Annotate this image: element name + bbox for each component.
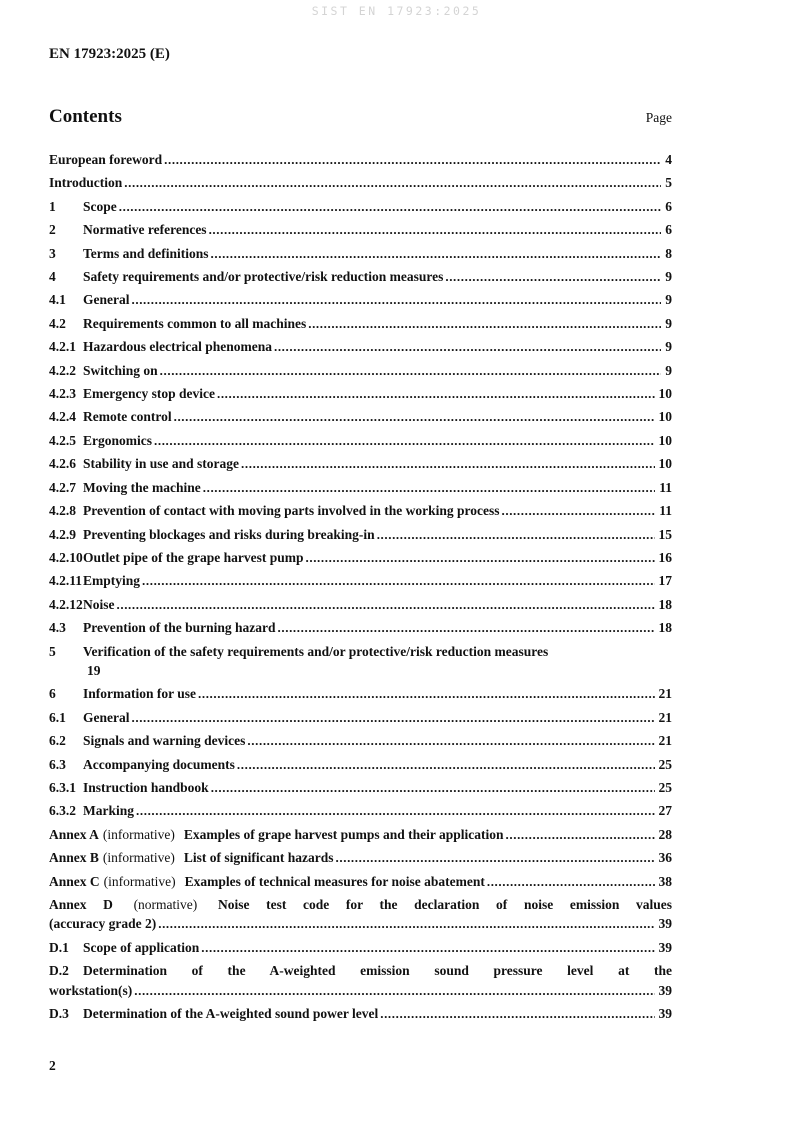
toc-entry [49, 938, 672, 957]
toc-entry-page: 8 [665, 245, 672, 261]
toc-entry-page: 28 [658, 826, 672, 842]
dot-leader [152, 431, 655, 450]
toc-entry-number: 4 [49, 269, 56, 285]
footer-page-number: 2 [49, 1058, 56, 1073]
dot-leader [132, 981, 654, 1000]
dot-leader [443, 267, 661, 286]
dot-leader [201, 478, 655, 497]
toc-entry [49, 173, 672, 192]
toc-entry-title: Scope of application [83, 939, 200, 955]
toc-entry-number: 4.2.8 [49, 503, 76, 519]
toc-entry-title: Scope [83, 198, 117, 214]
toc-entry-title: Normative references [83, 222, 207, 238]
toc-entry-page: 21 [658, 709, 672, 725]
toc-entry-page: 16 [658, 549, 672, 565]
toc-entry-number: 6.2 [49, 733, 66, 749]
toc-list [49, 150, 672, 1027]
toc-entry-page: 11 [659, 479, 672, 495]
toc-entry-title: Prevention of contact with moving parts involved in the working process [83, 503, 500, 519]
toc-entry-title: Safety requirements and/or protective/risk reduction measures [83, 269, 444, 285]
toc-entry-title: Preventing blockages and risks during breaking-in [83, 526, 375, 542]
toc-annex-kind: (normative) [133, 897, 198, 912]
toc-entry-number: 4.3 [49, 620, 66, 636]
toc-entry-number: 4.2 [49, 315, 66, 331]
toc-entry [49, 478, 672, 497]
toc-entry [49, 755, 672, 774]
toc-entry-number: 3 [49, 245, 56, 261]
toc-entry-title: Information for use [83, 686, 196, 702]
toc-entry-title: Terms and definitions [83, 245, 209, 261]
dot-leader [117, 197, 662, 216]
toc-entry-line1 [49, 642, 672, 661]
toc-entry-number: 4.2.1 [49, 339, 76, 355]
dot-leader [130, 290, 662, 309]
toc-annex-label: Annex B [49, 850, 99, 866]
toc-entry-title: Switching on [83, 362, 158, 378]
toc-entry-number: 4.2.3 [49, 386, 76, 402]
toc-entry-number: 4.2.12 [49, 596, 83, 612]
toc-entry-number: 4.2.2 [49, 362, 76, 378]
page-column-label: Page [645, 110, 672, 125]
toc-entry [49, 314, 672, 333]
dot-leader [207, 220, 662, 239]
toc-entry-page: 38 [658, 873, 672, 889]
dot-leader [122, 173, 661, 192]
dot-leader [276, 618, 655, 637]
contents-header [49, 106, 672, 128]
toc-entry-number: 6.3.1 [49, 779, 76, 795]
dot-leader [504, 825, 655, 844]
toc-entry-page: 21 [658, 733, 672, 749]
dot-leader [485, 872, 655, 891]
dot-leader [156, 914, 654, 933]
dot-leader [209, 244, 662, 263]
toc-entry-title: Accompanying documents [83, 756, 235, 772]
toc-entry-number: 6.1 [49, 709, 66, 725]
toc-entry-title: List of significant hazards [183, 850, 334, 866]
toc-entry [49, 684, 672, 703]
dot-leader [272, 337, 661, 356]
toc-entry-page: 39 [658, 939, 672, 955]
toc-entry [49, 848, 672, 867]
toc-entry-title: Noise [83, 596, 115, 612]
toc-entry-title: Introduction [49, 175, 123, 191]
toc-entry-title: Verification of the safety requirements and/or protective/risk reduction measures [83, 643, 549, 659]
toc-entry-number: 4.2.11 [49, 573, 83, 589]
toc-entry [49, 290, 672, 309]
toc-annex-kind: (informative) [103, 873, 176, 889]
dot-leader [134, 801, 654, 820]
dot-leader [304, 548, 655, 567]
dot-leader [115, 595, 655, 614]
toc-entry-page: 36 [658, 850, 672, 866]
toc-entry-number: D.2 [49, 963, 69, 979]
toc-entry-page: 39 [658, 916, 672, 932]
toc-entry-title-cont: (accuracy grade 2) [49, 916, 157, 932]
toc-entry [49, 571, 672, 590]
toc-entry-page: 25 [658, 756, 672, 772]
toc-entry-title: Determination of the A-weighted emission sound pressure level at the [83, 963, 672, 979]
toc-entry-title: Noise test code for the declaration of noise emission values [217, 897, 673, 912]
dot-leader [334, 848, 655, 867]
toc-entry [49, 595, 672, 614]
toc-entry [49, 407, 672, 426]
contents-title: Contents [49, 106, 122, 127]
toc-entry-page: 4 [665, 152, 672, 167]
toc-entry-page: 9 [665, 315, 672, 331]
dot-leader [306, 314, 661, 333]
toc-entry-title: Examples of technical measures for noise abatement [184, 873, 485, 889]
dot-leader [158, 361, 662, 380]
toc-entry-page: 6 [665, 198, 672, 214]
dot-leader [130, 708, 655, 727]
toc-entry-title: Outlet pipe of the grape harvest pump [83, 549, 304, 565]
toc-entry-page: 9 [665, 339, 672, 355]
toc-entry-page: 39 [658, 1006, 672, 1022]
toc-entry [49, 337, 672, 356]
toc-entry-line2 [49, 914, 672, 933]
toc-entry-number: 6.3 [49, 756, 66, 772]
toc-entry-title: Prevention of the burning hazard [83, 620, 276, 636]
toc-entry [49, 895, 672, 934]
toc-entry-line2 [49, 981, 672, 1000]
toc-entry-number: 6 [49, 686, 56, 702]
dot-leader [375, 525, 655, 544]
toc-entry-page: 18 [658, 596, 672, 612]
toc-annex-label: Annex D [49, 897, 113, 912]
toc-entry-page: 9 [665, 362, 672, 378]
toc-entry [49, 431, 672, 450]
toc-entry-title: Moving the machine [83, 479, 201, 495]
toc-entry-page: 10 [658, 456, 672, 472]
toc-entry-title: Hazardous electrical phenomena [83, 339, 272, 355]
toc-entry-line1 [49, 961, 672, 980]
toc-entry-page: 5 [665, 175, 672, 191]
dot-leader [215, 384, 655, 403]
toc-entry-title: Emergency stop device [83, 386, 215, 402]
toc-entry-number: 1 [49, 198, 56, 214]
toc-entry-page: 18 [658, 620, 672, 636]
toc-entry-number: 5 [49, 643, 56, 659]
toc-entry-title: Signals and warning devices [83, 733, 246, 749]
toc-entry [49, 501, 672, 520]
toc-entry [49, 801, 672, 820]
toc-entry-number: 4.2.4 [49, 409, 76, 425]
dot-leader [378, 1004, 654, 1023]
toc-entry [49, 618, 672, 637]
toc-entry-number: D.3 [49, 1006, 69, 1022]
dot-leader [140, 571, 654, 590]
dot-leader [162, 150, 661, 169]
toc-entry [49, 220, 672, 239]
toc-entry [49, 731, 672, 750]
toc-entry-page: 10 [658, 432, 672, 448]
toc-entry-title: Examples of grape harvest pumps and their application [183, 826, 504, 842]
dot-leader [199, 938, 654, 957]
toc-entry [49, 150, 672, 169]
toc-entry-number: 4.2.7 [49, 479, 76, 495]
toc-entry [49, 267, 672, 286]
toc-entry-page: 25 [658, 779, 672, 795]
toc-entry-number: 2 [49, 222, 56, 238]
toc-entry-page: 15 [658, 526, 672, 542]
toc-entry-page: 10 [658, 409, 672, 425]
toc-entry [49, 197, 672, 216]
toc-annex-label: Annex C [49, 873, 100, 889]
dot-leader [239, 454, 654, 473]
toc-entry-number: 4.2.6 [49, 456, 76, 472]
toc-entry-title: Remote control [83, 409, 172, 425]
toc-entry-page: 9 [665, 269, 672, 285]
toc-annex-kind: (informative) [102, 826, 175, 842]
toc-entry-title: Determination of the A-weighted sound power level [83, 1006, 379, 1022]
toc-entry-page: 17 [658, 573, 672, 589]
toc-entry-line2 [83, 661, 672, 680]
toc-entry [49, 642, 672, 681]
toc-entry [49, 825, 672, 844]
toc-entry-title: General [83, 709, 130, 725]
document-reference: EN 17923:2025 (E) [49, 46, 170, 62]
dot-leader [172, 407, 655, 426]
toc-entry-title: Ergonomics [83, 432, 152, 448]
toc-entry-page: 9 [665, 292, 672, 308]
toc-entry-title: Instruction handbook [83, 779, 209, 795]
toc-entry [49, 525, 672, 544]
toc-entry-line1 [49, 895, 672, 914]
toc-entry-number: 4.1 [49, 292, 66, 308]
toc-entry [49, 961, 672, 1000]
toc-annex-kind: (informative) [102, 850, 175, 866]
toc-entry-page: 6 [665, 222, 672, 238]
toc-entry-number: 4.2.10 [49, 549, 83, 565]
toc-entry-page: 39 [658, 982, 672, 998]
sist-watermark: SIST EN 17923:2025 [311, 4, 482, 18]
toc-entry [49, 384, 672, 403]
dot-leader [209, 778, 655, 797]
toc-entry [49, 244, 672, 263]
toc-entry [49, 548, 672, 567]
toc-entry [49, 361, 672, 380]
toc-entry-page: 21 [658, 686, 672, 702]
toc-entry-page: 27 [658, 803, 672, 819]
dot-leader [245, 731, 654, 750]
toc-entry-number: D.1 [49, 939, 69, 955]
toc-entry-title: European foreword [49, 152, 163, 167]
toc-entry-title: Emptying [83, 573, 141, 589]
toc-entry-number: 4.2.9 [49, 526, 76, 542]
toc-entry-title: Marking [83, 803, 135, 819]
toc-entry [49, 872, 672, 891]
toc-entry-page: 11 [659, 503, 672, 519]
toc-entry-title-cont: workstation(s) [49, 982, 133, 998]
toc-entry-number: 4.2.5 [49, 432, 76, 448]
toc-entry [49, 1004, 672, 1023]
dot-leader [196, 684, 655, 703]
toc-entry-title: Stability in use and storage [83, 456, 240, 472]
toc-entry [49, 454, 672, 473]
toc-entry [49, 778, 672, 797]
toc-entry-title: Requirements common to all machines [83, 315, 307, 331]
toc-entry [49, 708, 672, 727]
toc-entry-number: 6.3.2 [49, 803, 76, 819]
dot-leader [500, 501, 656, 520]
toc-annex-label: Annex A [49, 826, 99, 842]
toc-entry-title: General [83, 292, 130, 308]
dot-leader [235, 755, 655, 774]
toc-entry-page: 10 [658, 386, 672, 402]
toc-entry-page: 19 [87, 662, 101, 678]
